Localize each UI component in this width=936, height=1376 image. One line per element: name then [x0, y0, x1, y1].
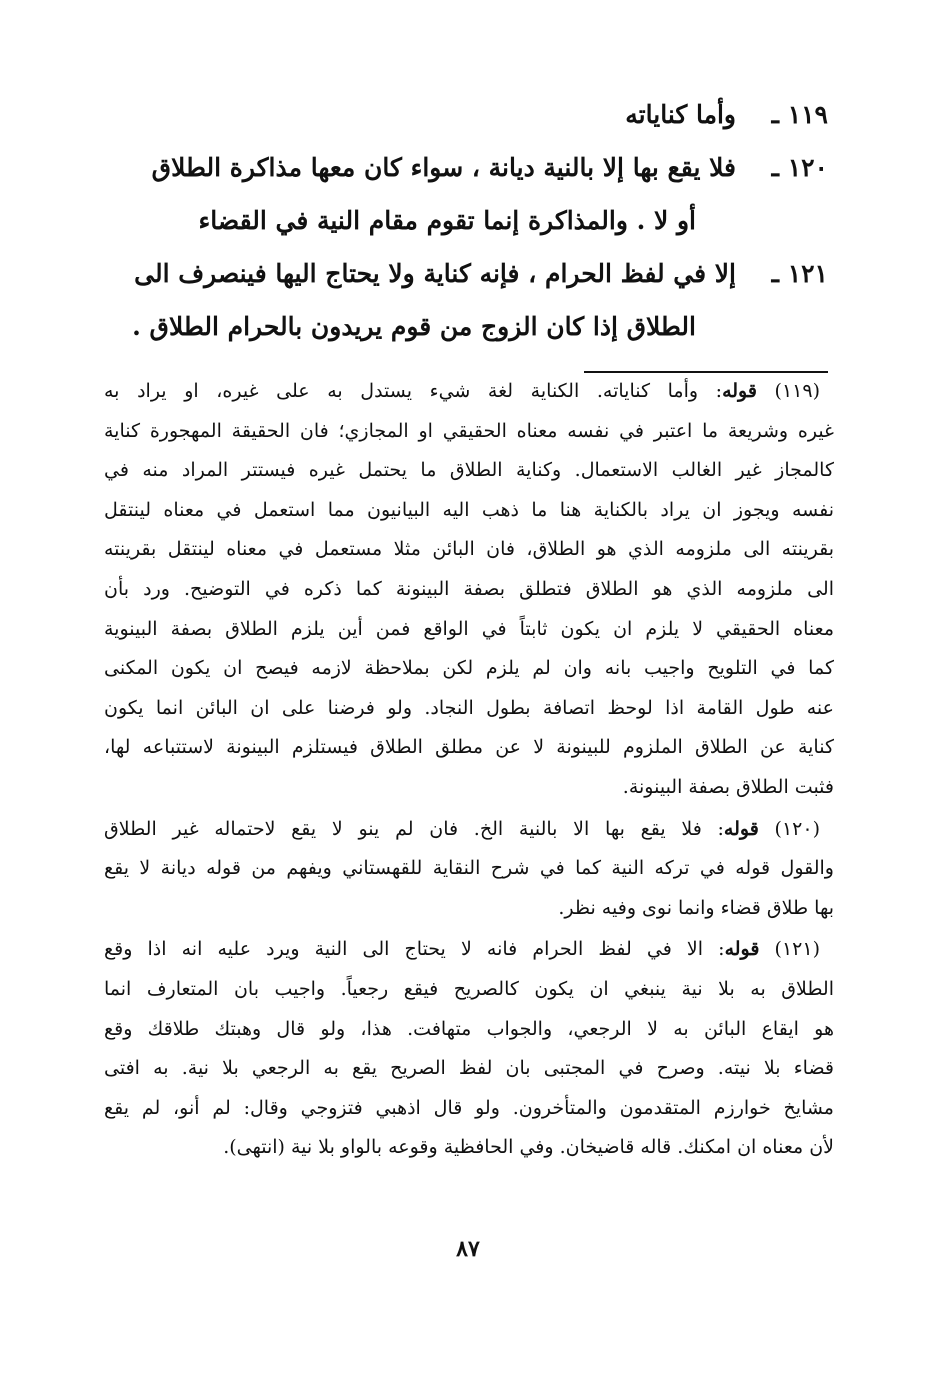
- footnote-line: فثبت الطلاق بصفة البينونة.: [622, 775, 834, 798]
- footnote-line: والقول قوله في تركه النية كما في شرح النقاية للقهستاني ويفهم من قوله ديانة لا يقع: [104, 857, 834, 880]
- item-number: ١٢١ ـ: [771, 259, 828, 288]
- item-number: ١١٩ ـ: [771, 100, 828, 129]
- footnote-line: مشايخ خوارزم المتقدمون والمتأخرون. ولو قال اذهبي فتزوجي وقال: لم أنو، لم يقع: [104, 1096, 834, 1119]
- page-number: ٨٧: [456, 1236, 480, 1262]
- footnote-text: : فلا يقع بها الا بالنية الخ. فان لم ينو لا يقع لاحتماله غير الطلاق: [104, 817, 724, 840]
- main-line-119: [100, 88, 828, 141]
- footnote-line: الطلاق به بلا نية ينبغي ان يكون كالصريح فيقع رجعياً. واجيب بان المتعارف انما: [104, 977, 834, 1000]
- footnote-121: [104, 930, 834, 1168]
- main-line-text: الطلاق إذا كان الزوج من قوم يريدون بالحرام الطلاق .: [132, 312, 696, 341]
- footnote-line: بقرينته الى ملزومه الذي هو الطلاق، فان البائن مثلا مستعمل في معناه لينتقل بقرينته: [104, 538, 834, 561]
- footnote-line: عنه طول القامة اذا لوحظ اتصافة بطول النجاد. ولو فرضنا على ان البائن انما يكون: [104, 696, 834, 719]
- footnote-keyword: قوله: [722, 380, 757, 402]
- footnote-line: [104, 930, 834, 970]
- footnote-text: : وأما كناياته. الكناية لغة شيء يستدل به على غيره، او يراد به: [104, 380, 723, 402]
- footnote-line: كالمجاز غير الغالب الاستعمال. وكناية الطلاق ما يحتمل غيره فيستتر المراد منه في: [104, 459, 834, 482]
- main-line-text: وأما كناياته: [625, 100, 736, 129]
- footnote-line: [104, 372, 834, 412]
- footnote-line: نفسه ويجوز ان يراد بالكناية هنا ما ذهب اليه البيانيون مما استعمل في معناه لينتقل: [104, 498, 834, 521]
- footnotes: [104, 372, 834, 1168]
- main-line-text: إلا في لفظ الحرام ، فإنه كناية ولا يحتاج اليها فينصرف الى: [134, 259, 736, 288]
- footnote-number: (١٢١): [759, 938, 821, 961]
- main-line-120-continued: [100, 194, 828, 247]
- footnote-keyword: قوله: [724, 938, 760, 961]
- footnote-120: [104, 810, 834, 929]
- footnote-line: بها طلاق قضاء وانما نوى وفيه نظر.: [558, 896, 834, 919]
- footnote-keyword: قوله: [723, 817, 759, 840]
- footnote-line: معناه الحقيقي لا يلزم ان يكون ثابتاً في الواقع فمن أين يلزم الطلاق بصفة البينوية: [104, 617, 834, 640]
- footnote-line: الى ملزومه الذي هو الطلاق فتطلق بصفة البينونة كما ذكره في التوضيح. ورد بأن: [104, 577, 834, 600]
- footnote-line: هو ايقاع البائن به لا الرجعي، والجواب متهافت. هذا، ولو قال وهبتك طلاقك وقع: [104, 1017, 834, 1040]
- footnote-line: [104, 810, 834, 850]
- item-number: ١٢٠ ـ: [771, 153, 828, 182]
- main-line-121: [100, 247, 828, 300]
- footnote-line: كناية عن الطلاق الملزوم للبينونة لا عن مطلق الطلاق فيستلزم البينونة لاستتباعه لها،: [104, 736, 834, 759]
- footnote-line: لأن معناه ان امكنك. قاله قاضيخان. وفي الحافظية وقوعه بالواو بلا نية (انتهى).: [223, 1136, 834, 1159]
- main-text: [100, 88, 828, 353]
- footnote-line: غيره وشريعة ما اعتبر في نفسه معناه الحقيقي او المجازي؛ فان الحقيقة المهجورة كناية: [104, 419, 834, 442]
- main-line-text: أو لا . والمذاكرة إنما تقوم مقام النية في القضاء: [198, 206, 696, 235]
- main-line-120: [100, 141, 828, 194]
- footnote-number: (١١٩): [756, 380, 821, 402]
- footnote-text: : الا في لفظ الحرام فانه لا يحتاج الى النية ويرد عليه انه اذا وقع: [104, 938, 725, 961]
- footnote-number: (١٢٠): [758, 817, 820, 840]
- footnote-line: قضاء بلا نيته. وصرح في المجتبى بان لفظ الصريح يقع به الرجعي بلا نية. به افتى: [104, 1057, 834, 1080]
- main-line-text: فلا يقع بها إلا بالنية ديانة ، سواء كان معها مذاكرة الطلاق: [151, 153, 736, 182]
- main-line-121-continued: [100, 300, 828, 353]
- footnote-119: [104, 372, 834, 808]
- footnote-line: كما في التلويح واجيب بانه وان لم يلزم لكن بملاحظة لازمه فيصح ان يكون المكنى: [104, 657, 834, 680]
